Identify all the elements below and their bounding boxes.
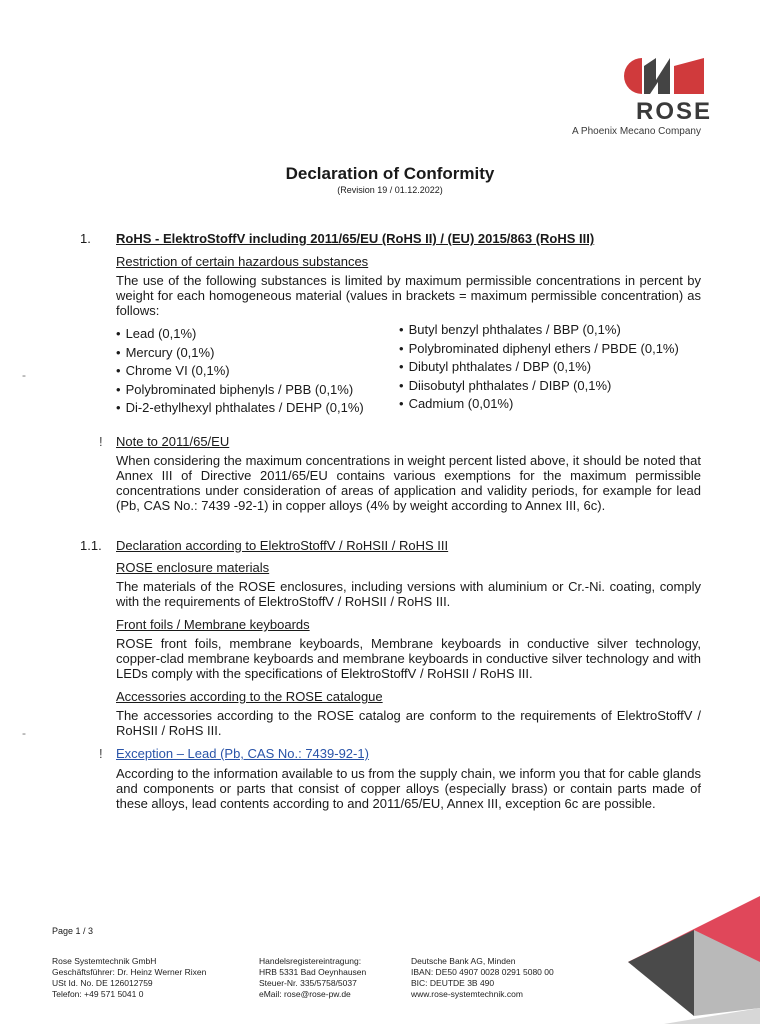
footer-line: eMail: rose@rose-pw.de xyxy=(259,989,351,999)
block-text: ROSE front foils, membrane keyboards, Membrane keyboards in conductive silver technology, copper-clad membrane keyboards and membrane keyboards in conductive silver technology and with LEDs comply with the specifications of ElektroStoffV / RoHSII / RoHS III. xyxy=(116,636,701,681)
brand-name: ROSE xyxy=(636,98,713,125)
list-item: • Lead (0,1%) xyxy=(116,326,396,345)
exception-marker: ! xyxy=(99,746,103,761)
substance-list-left xyxy=(116,326,396,419)
section-1-subheading: Restriction of certain hazardous substances xyxy=(116,254,369,269)
footer-line: Deutsche Bank AG, Minden xyxy=(411,956,516,966)
block-heading: ROSE enclosure materials xyxy=(116,560,270,575)
page-number: Page 1 / 3 xyxy=(52,926,94,936)
list-item: • Butyl benzyl phthalates / BBP (0,1%) xyxy=(399,322,709,341)
footer-line: Handelsregistereintragung: xyxy=(259,956,362,966)
rose-logo xyxy=(620,56,710,96)
list-item: • Polybrominated diphenyl ethers / PBDE (0,1%) xyxy=(399,341,709,360)
footer-line: Rose Systemtechnik GmbH xyxy=(52,956,157,966)
block-heading: Front foils / Membrane keyboards xyxy=(116,617,310,632)
section-1-intro: The use of the following substances is limited by maximum permissible concentrations in percent by weight for each homogeneous material (values in brackets = maximum permissible concentration) as follows: xyxy=(116,273,701,318)
list-item: • Diisobutyl phthalates / DIBP (0,1%) xyxy=(399,378,709,397)
footer-line: HRB 5331 Bad Oeynhausen xyxy=(259,967,367,977)
list-item: • Di-2-ethylhexyl phthalates / DEHP (0,1%) xyxy=(116,400,396,419)
block-heading: Accessories according to the ROSE catalogue xyxy=(116,689,383,704)
block-text: The accessories according to the ROSE catalog are conform to the requirements of ElektroStoffV / RoHSII / RoHS III. xyxy=(116,708,701,738)
footer-line: www.rose-systemtechnik.com xyxy=(411,989,523,999)
margin-mark: - xyxy=(22,368,26,382)
rose-logo-mark-icon xyxy=(620,56,710,96)
footer-register xyxy=(259,956,409,1000)
footer-line: BIC: DEUTDE 3B 490 xyxy=(411,978,495,988)
section-1-heading: RoHS - ElektroStoffV including 2011/65/EU (RoHS II) / (EU) 2015/863 (RoHS III) xyxy=(116,231,595,246)
block-text: The materials of the ROSE enclosures, including versions with aluminium or Cr.-Ni. coating, comply with the requirements of ElektroStoffV / RoHSII / RoHS III. xyxy=(116,579,701,609)
footer-line: Steuer-Nr. 335/5758/5037 xyxy=(259,978,357,988)
list-item: • Dibutyl phthalates / DBP (0,1%) xyxy=(399,359,709,378)
document-title: Declaration of Conformity xyxy=(285,164,495,183)
list-item: • Polybrominated biphenyls / PBB (0,1%) xyxy=(116,382,396,401)
footer-line: Telefon: +49 571 5041 0 xyxy=(52,989,144,999)
section-1-number: 1. xyxy=(80,231,91,246)
footer-company xyxy=(52,956,252,1000)
list-item: • Cadmium (0,01%) xyxy=(399,396,709,415)
corner-triangle-dark xyxy=(628,930,694,1016)
note-heading: Note to 2011/65/EU xyxy=(116,434,230,449)
brand-tagline: A Phoenix Mecano Company xyxy=(572,126,701,137)
substance-list-right xyxy=(399,322,709,415)
note-marker: ! xyxy=(99,434,103,449)
section-1-1-heading: Declaration according to ElektroStoffV / RoHSII / RoHS III xyxy=(116,538,449,553)
footer-line: IBAN: DE50 4907 0028 0291 5080 00 xyxy=(411,967,554,977)
corner-triangle-graphic xyxy=(624,892,768,1024)
document-revision: (Revision 19 / 01.12.2022) xyxy=(337,185,443,195)
footer-bank xyxy=(411,956,601,1000)
section-1-1-number: 1.1. xyxy=(80,538,102,553)
exception-heading: Exception – Lead (Pb, CAS No.: 7439-92-1) xyxy=(116,746,369,761)
note-text: When considering the maximum concentrations in weight percent listed above, it should be noted that Annex III of Directive 2011/65/EU contains various exemptions for the maximum permissible concentrations under consideration of areas of application and validity periods, for example for lead (Pb, CAS No.: 7439 -92-1) in copper alloys (4% by weight according to Annex III, 6c). xyxy=(116,453,701,513)
margin-mark: - xyxy=(22,726,26,740)
footer-line: Geschäftsführer: Dr. Heinz Werner Rixen xyxy=(52,967,207,977)
footer-line: USt Id. No. DE 126012759 xyxy=(52,978,153,988)
exception-text: According to the information available to us from the supply chain, we inform you that for cable glands and components or parts that consist of copper alloys (especially brass) or contain parts made of these alloys, lead contents according to and 2011/65/EU, Annex III, exception 6c are possible. xyxy=(116,766,701,811)
list-item: • Mercury (0,1%) xyxy=(116,345,396,364)
list-item: • Chrome VI (0,1%) xyxy=(116,363,396,382)
